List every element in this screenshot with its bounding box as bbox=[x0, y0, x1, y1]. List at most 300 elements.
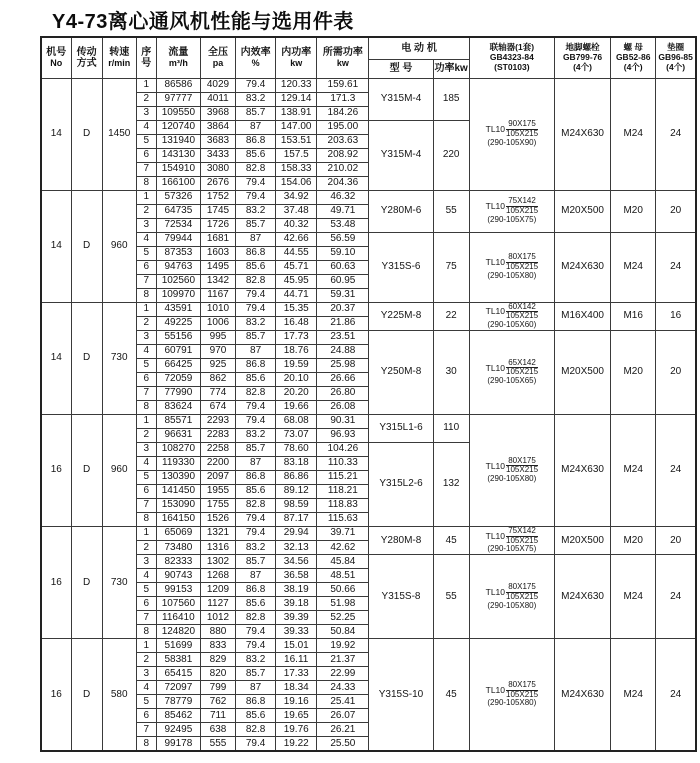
col-header-washer: 垫圈 GB96-85 (4个) bbox=[656, 37, 696, 78]
required-power-cell: 21.86 bbox=[317, 316, 369, 330]
required-power-cell: 20.37 bbox=[317, 302, 369, 316]
seq-cell: 3 bbox=[136, 106, 156, 120]
flow-cell: 60791 bbox=[156, 344, 200, 358]
motor-model-cell: Y225M-8 bbox=[369, 302, 433, 330]
motor-power-cell: 45 bbox=[433, 526, 469, 554]
motor-model-cell: Y315L2-6 bbox=[369, 442, 433, 526]
efficiency-cell: 85.7 bbox=[236, 218, 276, 232]
efficiency-cell: 86.8 bbox=[236, 583, 276, 597]
required-power-cell: 210.02 bbox=[317, 162, 369, 176]
col-header-drive-type: 传动 方式 bbox=[71, 37, 102, 78]
anchor-bolt-cell: M20X500 bbox=[554, 330, 610, 414]
col-header-motor-model: 型 号 bbox=[369, 59, 433, 78]
table-row bbox=[41, 190, 696, 204]
efficiency-cell: 79.4 bbox=[236, 625, 276, 639]
required-power-cell: 26.08 bbox=[317, 400, 369, 414]
required-power-cell: 25.50 bbox=[317, 737, 369, 751]
pressure-cell: 1526 bbox=[200, 512, 235, 526]
internal-power-cell: 34.56 bbox=[276, 555, 317, 569]
required-power-cell: 60.95 bbox=[317, 274, 369, 288]
drive-type-cell: D bbox=[71, 639, 102, 751]
internal-power-cell: 15.01 bbox=[276, 639, 317, 653]
col-header-flow: 流量 m³/h bbox=[156, 37, 200, 78]
pressure-cell: 1209 bbox=[200, 583, 235, 597]
efficiency-cell: 85.7 bbox=[236, 442, 276, 456]
nut-cell: M24 bbox=[611, 555, 656, 639]
efficiency-cell: 79.4 bbox=[236, 400, 276, 414]
required-power-cell: 23.51 bbox=[317, 330, 369, 344]
flow-cell: 154910 bbox=[156, 162, 200, 176]
flow-cell: 119330 bbox=[156, 456, 200, 470]
nut-cell: M20 bbox=[611, 190, 656, 232]
flow-cell: 87353 bbox=[156, 246, 200, 260]
efficiency-cell: 86.8 bbox=[236, 246, 276, 260]
coupling-cell: TL10 $\frac{80X175}{105X215}$ (290-105X80) bbox=[469, 414, 554, 526]
flow-cell: 66425 bbox=[156, 358, 200, 372]
internal-power-cell: 86.86 bbox=[276, 470, 317, 484]
flow-cell: 164150 bbox=[156, 512, 200, 526]
efficiency-cell: 87 bbox=[236, 681, 276, 695]
seq-cell: 3 bbox=[136, 218, 156, 232]
seq-cell: 8 bbox=[136, 288, 156, 302]
internal-power-cell: 158.33 bbox=[276, 162, 317, 176]
efficiency-cell: 79.4 bbox=[236, 190, 276, 204]
pressure-cell: 995 bbox=[200, 330, 235, 344]
internal-power-cell: 19.59 bbox=[276, 358, 317, 372]
motor-power-cell: 110 bbox=[433, 414, 469, 442]
seq-cell: 5 bbox=[136, 358, 156, 372]
table-row bbox=[41, 78, 696, 92]
internal-power-cell: 42.66 bbox=[276, 232, 317, 246]
washer-cell: 24 bbox=[656, 232, 696, 302]
seq-cell: 2 bbox=[136, 316, 156, 330]
efficiency-cell: 86.8 bbox=[236, 134, 276, 148]
pressure-cell: 1342 bbox=[200, 274, 235, 288]
internal-power-cell: 154.06 bbox=[276, 176, 317, 190]
efficiency-cell: 83.2 bbox=[236, 653, 276, 667]
efficiency-cell: 79.4 bbox=[236, 302, 276, 316]
required-power-cell: 39.71 bbox=[317, 526, 369, 540]
required-power-cell: 115.21 bbox=[317, 470, 369, 484]
seq-cell: 8 bbox=[136, 737, 156, 751]
pressure-cell: 711 bbox=[200, 709, 235, 723]
required-power-cell: 45.84 bbox=[317, 555, 369, 569]
nut-cell: M20 bbox=[611, 330, 656, 414]
seq-cell: 7 bbox=[136, 386, 156, 400]
internal-power-cell: 39.39 bbox=[276, 611, 317, 625]
required-power-cell: 46.32 bbox=[317, 190, 369, 204]
flow-cell: 109550 bbox=[156, 106, 200, 120]
internal-power-cell: 39.18 bbox=[276, 597, 317, 611]
col-header-seq: 序 号 bbox=[136, 37, 156, 78]
efficiency-cell: 83.2 bbox=[236, 92, 276, 106]
motor-model-cell: Y250M-8 bbox=[369, 330, 433, 414]
pressure-cell: 862 bbox=[200, 372, 235, 386]
internal-power-cell: 138.91 bbox=[276, 106, 317, 120]
anchor-bolt-cell: M24X630 bbox=[554, 78, 610, 190]
seq-cell: 1 bbox=[136, 414, 156, 428]
washer-cell: 24 bbox=[656, 78, 696, 190]
efficiency-cell: 86.8 bbox=[236, 358, 276, 372]
pressure-cell: 1167 bbox=[200, 288, 235, 302]
washer-cell: 24 bbox=[656, 414, 696, 526]
seq-cell: 1 bbox=[136, 639, 156, 653]
seq-cell: 1 bbox=[136, 78, 156, 92]
required-power-cell: 52.25 bbox=[317, 611, 369, 625]
motor-power-cell: 220 bbox=[433, 120, 469, 190]
speed-cell: 1450 bbox=[102, 78, 136, 190]
efficiency-cell: 85.6 bbox=[236, 148, 276, 162]
seq-cell: 5 bbox=[136, 470, 156, 484]
motor-model-cell: Y315S-6 bbox=[369, 232, 433, 302]
internal-power-cell: 20.10 bbox=[276, 372, 317, 386]
required-power-cell: 159.61 bbox=[317, 78, 369, 92]
motor-power-cell: 45 bbox=[433, 639, 469, 751]
seq-cell: 6 bbox=[136, 260, 156, 274]
pressure-cell: 2258 bbox=[200, 442, 235, 456]
flow-cell: 77990 bbox=[156, 386, 200, 400]
pressure-cell: 638 bbox=[200, 723, 235, 737]
coupling-cell: TL10 $\frac{60X142}{105X215}$ (290-105X60) bbox=[469, 302, 554, 330]
efficiency-cell: 85.6 bbox=[236, 597, 276, 611]
required-power-cell: 21.37 bbox=[317, 653, 369, 667]
pressure-cell: 3683 bbox=[200, 134, 235, 148]
internal-power-cell: 44.71 bbox=[276, 288, 317, 302]
pressure-cell: 674 bbox=[200, 400, 235, 414]
pressure-cell: 3080 bbox=[200, 162, 235, 176]
pressure-cell: 1752 bbox=[200, 190, 235, 204]
table-row bbox=[41, 414, 696, 428]
flow-cell: 51699 bbox=[156, 639, 200, 653]
internal-power-cell: 17.73 bbox=[276, 330, 317, 344]
machine-no-cell: 14 bbox=[41, 190, 71, 302]
flow-cell: 85571 bbox=[156, 414, 200, 428]
efficiency-cell: 83.2 bbox=[236, 541, 276, 555]
required-power-cell: 26.07 bbox=[317, 709, 369, 723]
required-power-cell: 59.31 bbox=[317, 288, 369, 302]
col-header-motor-power: 功率kw bbox=[433, 59, 469, 78]
seq-cell: 3 bbox=[136, 667, 156, 681]
pressure-cell: 925 bbox=[200, 358, 235, 372]
drive-type-cell: D bbox=[71, 414, 102, 526]
pressure-cell: 762 bbox=[200, 695, 235, 709]
internal-power-cell: 39.33 bbox=[276, 625, 317, 639]
seq-cell: 4 bbox=[136, 569, 156, 583]
pressure-cell: 1010 bbox=[200, 302, 235, 316]
seq-cell: 5 bbox=[136, 695, 156, 709]
flow-cell: 102560 bbox=[156, 274, 200, 288]
machine-no-cell: 14 bbox=[41, 302, 71, 414]
washer-cell: 24 bbox=[656, 555, 696, 639]
internal-power-cell: 78.60 bbox=[276, 442, 317, 456]
flow-cell: 78779 bbox=[156, 695, 200, 709]
col-header-motor-group: 电 动 机 bbox=[369, 37, 469, 59]
seq-cell: 7 bbox=[136, 611, 156, 625]
flow-cell: 166100 bbox=[156, 176, 200, 190]
pressure-cell: 4029 bbox=[200, 78, 235, 92]
required-power-cell: 48.51 bbox=[317, 569, 369, 583]
required-power-cell: 118.21 bbox=[317, 484, 369, 498]
flow-cell: 72059 bbox=[156, 372, 200, 386]
drive-type-cell: D bbox=[71, 526, 102, 638]
seq-cell: 7 bbox=[136, 162, 156, 176]
seq-cell: 3 bbox=[136, 330, 156, 344]
seq-cell: 2 bbox=[136, 541, 156, 555]
required-power-cell: 26.21 bbox=[317, 723, 369, 737]
pressure-cell: 1268 bbox=[200, 569, 235, 583]
pressure-cell: 2097 bbox=[200, 470, 235, 484]
col-header-internal-power: 内功率 kw bbox=[276, 37, 317, 78]
coupling-cell: TL10 $\frac{90X175}{105X215}$ (290-105X90) bbox=[469, 78, 554, 190]
motor-power-cell: 22 bbox=[433, 302, 469, 330]
internal-power-cell: 18.76 bbox=[276, 344, 317, 358]
seq-cell: 7 bbox=[136, 498, 156, 512]
required-power-cell: 104.26 bbox=[317, 442, 369, 456]
flow-cell: 107560 bbox=[156, 597, 200, 611]
pressure-cell: 880 bbox=[200, 625, 235, 639]
motor-power-cell: 132 bbox=[433, 442, 469, 526]
seq-cell: 1 bbox=[136, 190, 156, 204]
seq-cell: 1 bbox=[136, 526, 156, 540]
efficiency-cell: 85.7 bbox=[236, 330, 276, 344]
motor-model-cell: Y315L1-6 bbox=[369, 414, 433, 442]
flow-cell: 90743 bbox=[156, 569, 200, 583]
seq-cell: 6 bbox=[136, 148, 156, 162]
internal-power-cell: 68.08 bbox=[276, 414, 317, 428]
flow-cell: 65415 bbox=[156, 667, 200, 681]
drive-type-cell: D bbox=[71, 78, 102, 190]
efficiency-cell: 79.4 bbox=[236, 639, 276, 653]
required-power-cell: 24.88 bbox=[317, 344, 369, 358]
washer-cell: 20 bbox=[656, 330, 696, 414]
efficiency-cell: 82.8 bbox=[236, 386, 276, 400]
motor-power-cell: 55 bbox=[433, 190, 469, 232]
nut-cell: M24 bbox=[611, 232, 656, 302]
pressure-cell: 833 bbox=[200, 639, 235, 653]
required-power-cell: 118.83 bbox=[317, 498, 369, 512]
pressure-cell: 2293 bbox=[200, 414, 235, 428]
efficiency-cell: 86.8 bbox=[236, 695, 276, 709]
required-power-cell: 208.92 bbox=[317, 148, 369, 162]
efficiency-cell: 82.8 bbox=[236, 498, 276, 512]
motor-power-cell: 185 bbox=[433, 78, 469, 120]
seq-cell: 8 bbox=[136, 176, 156, 190]
internal-power-cell: 16.48 bbox=[276, 316, 317, 330]
required-power-cell: 24.33 bbox=[317, 681, 369, 695]
flow-cell: 97777 bbox=[156, 92, 200, 106]
flow-cell: 85462 bbox=[156, 709, 200, 723]
seq-cell: 2 bbox=[136, 428, 156, 442]
nut-cell: M16 bbox=[611, 302, 656, 330]
anchor-bolt-cell: M24X630 bbox=[554, 232, 610, 302]
internal-power-cell: 34.92 bbox=[276, 190, 317, 204]
pressure-cell: 1127 bbox=[200, 597, 235, 611]
seq-cell: 6 bbox=[136, 597, 156, 611]
pressure-cell: 4011 bbox=[200, 92, 235, 106]
seq-cell: 6 bbox=[136, 484, 156, 498]
pressure-cell: 1955 bbox=[200, 484, 235, 498]
required-power-cell: 195.00 bbox=[317, 120, 369, 134]
flow-cell: 79944 bbox=[156, 232, 200, 246]
required-power-cell: 26.80 bbox=[317, 386, 369, 400]
efficiency-cell: 85.7 bbox=[236, 555, 276, 569]
efficiency-cell: 83.2 bbox=[236, 428, 276, 442]
efficiency-cell: 83.2 bbox=[236, 204, 276, 218]
coupling-cell: TL10 $\frac{80X175}{105X215}$ (290-105X80) bbox=[469, 639, 554, 751]
efficiency-cell: 87 bbox=[236, 344, 276, 358]
efficiency-cell: 85.6 bbox=[236, 372, 276, 386]
seq-cell: 5 bbox=[136, 134, 156, 148]
efficiency-cell: 85.7 bbox=[236, 667, 276, 681]
pressure-cell: 970 bbox=[200, 344, 235, 358]
anchor-bolt-cell: M20X500 bbox=[554, 190, 610, 232]
flow-cell: 82333 bbox=[156, 555, 200, 569]
seq-cell: 8 bbox=[136, 400, 156, 414]
flow-cell: 116410 bbox=[156, 611, 200, 625]
washer-cell: 20 bbox=[656, 190, 696, 232]
motor-power-cell: 55 bbox=[433, 555, 469, 639]
flow-cell: 55156 bbox=[156, 330, 200, 344]
required-power-cell: 51.98 bbox=[317, 597, 369, 611]
pressure-cell: 2200 bbox=[200, 456, 235, 470]
pressure-cell: 1495 bbox=[200, 260, 235, 274]
pressure-cell: 1302 bbox=[200, 555, 235, 569]
pressure-cell: 3968 bbox=[200, 106, 235, 120]
seq-cell: 4 bbox=[136, 120, 156, 134]
required-power-cell: 25.41 bbox=[317, 695, 369, 709]
seq-cell: 1 bbox=[136, 302, 156, 316]
internal-power-cell: 19.66 bbox=[276, 400, 317, 414]
nut-cell: M24 bbox=[611, 78, 656, 190]
pressure-cell: 1726 bbox=[200, 218, 235, 232]
col-header-pressure: 全压 pa bbox=[200, 37, 235, 78]
pressure-cell: 1321 bbox=[200, 526, 235, 540]
internal-power-cell: 19.22 bbox=[276, 737, 317, 751]
coupling-cell: TL10 $\frac{80X175}{105X215}$ (290-105X80) bbox=[469, 232, 554, 302]
flow-cell: 153090 bbox=[156, 498, 200, 512]
internal-power-cell: 153.51 bbox=[276, 134, 317, 148]
efficiency-cell: 87 bbox=[236, 569, 276, 583]
flow-cell: 92495 bbox=[156, 723, 200, 737]
flow-cell: 57326 bbox=[156, 190, 200, 204]
internal-power-cell: 29.94 bbox=[276, 526, 317, 540]
flow-cell: 49225 bbox=[156, 316, 200, 330]
internal-power-cell: 147.00 bbox=[276, 120, 317, 134]
flow-cell: 94763 bbox=[156, 260, 200, 274]
seq-cell: 4 bbox=[136, 344, 156, 358]
pressure-cell: 1012 bbox=[200, 611, 235, 625]
flow-cell: 73480 bbox=[156, 541, 200, 555]
internal-power-cell: 73.07 bbox=[276, 428, 317, 442]
flow-cell: 143130 bbox=[156, 148, 200, 162]
seq-cell: 2 bbox=[136, 204, 156, 218]
internal-power-cell: 38.19 bbox=[276, 583, 317, 597]
washer-cell: 20 bbox=[656, 526, 696, 554]
motor-model-cell: Y280M-8 bbox=[369, 526, 433, 554]
flow-cell: 120740 bbox=[156, 120, 200, 134]
anchor-bolt-cell: M16X400 bbox=[554, 302, 610, 330]
seq-cell: 4 bbox=[136, 232, 156, 246]
internal-power-cell: 98.59 bbox=[276, 498, 317, 512]
seq-cell: 3 bbox=[136, 555, 156, 569]
efficiency-cell: 85.6 bbox=[236, 709, 276, 723]
efficiency-cell: 87 bbox=[236, 120, 276, 134]
efficiency-cell: 79.4 bbox=[236, 78, 276, 92]
flow-cell: 83624 bbox=[156, 400, 200, 414]
speed-cell: 730 bbox=[102, 526, 136, 638]
internal-power-cell: 129.14 bbox=[276, 92, 317, 106]
pressure-cell: 829 bbox=[200, 653, 235, 667]
pressure-cell: 1006 bbox=[200, 316, 235, 330]
seq-cell: 2 bbox=[136, 653, 156, 667]
col-header-anchor-bolt: 地脚螺栓 GB799-76 (4个) bbox=[554, 37, 610, 78]
required-power-cell: 56.59 bbox=[317, 232, 369, 246]
flow-cell: 108270 bbox=[156, 442, 200, 456]
required-power-cell: 203.63 bbox=[317, 134, 369, 148]
pressure-cell: 2283 bbox=[200, 428, 235, 442]
efficiency-cell: 82.8 bbox=[236, 162, 276, 176]
required-power-cell: 25.98 bbox=[317, 358, 369, 372]
drive-type-cell: D bbox=[71, 190, 102, 302]
required-power-cell: 53.48 bbox=[317, 218, 369, 232]
required-power-cell: 115.63 bbox=[317, 512, 369, 526]
flow-cell: 72534 bbox=[156, 218, 200, 232]
col-header-speed: 转速 r/min bbox=[102, 37, 136, 78]
required-power-cell: 50.84 bbox=[317, 625, 369, 639]
motor-model-cell: Y315M-4 bbox=[369, 78, 433, 120]
seq-cell: 7 bbox=[136, 723, 156, 737]
anchor-bolt-cell: M24X630 bbox=[554, 639, 610, 751]
efficiency-cell: 82.8 bbox=[236, 274, 276, 288]
nut-cell: M24 bbox=[611, 639, 656, 751]
internal-power-cell: 120.33 bbox=[276, 78, 317, 92]
efficiency-cell: 79.4 bbox=[236, 737, 276, 751]
internal-power-cell: 19.65 bbox=[276, 709, 317, 723]
efficiency-cell: 87 bbox=[236, 456, 276, 470]
pressure-cell: 820 bbox=[200, 667, 235, 681]
internal-power-cell: 45.71 bbox=[276, 260, 317, 274]
seq-cell: 5 bbox=[136, 583, 156, 597]
table-row bbox=[41, 330, 696, 344]
motor-model-cell: Y280M-6 bbox=[369, 190, 433, 232]
nut-cell: M20 bbox=[611, 526, 656, 554]
table-body bbox=[41, 78, 696, 751]
flow-cell: 43591 bbox=[156, 302, 200, 316]
efficiency-cell: 79.4 bbox=[236, 176, 276, 190]
col-header-efficiency: 内效率 % bbox=[236, 37, 276, 78]
efficiency-cell: 82.8 bbox=[236, 611, 276, 625]
flow-cell: 65069 bbox=[156, 526, 200, 540]
table-row bbox=[41, 232, 696, 246]
internal-power-cell: 17.33 bbox=[276, 667, 317, 681]
washer-cell: 24 bbox=[656, 639, 696, 751]
pressure-cell: 1316 bbox=[200, 541, 235, 555]
motor-model-cell: Y315S-10 bbox=[369, 639, 433, 751]
coupling-cell: TL10 $\frac{75X142}{105X215}$ (290-105X75) bbox=[469, 190, 554, 232]
internal-power-cell: 15.35 bbox=[276, 302, 317, 316]
seq-cell: 7 bbox=[136, 274, 156, 288]
efficiency-cell: 79.4 bbox=[236, 512, 276, 526]
efficiency-cell: 82.8 bbox=[236, 723, 276, 737]
internal-power-cell: 19.16 bbox=[276, 695, 317, 709]
efficiency-cell: 85.7 bbox=[236, 106, 276, 120]
internal-power-cell: 89.12 bbox=[276, 484, 317, 498]
drive-type-cell: D bbox=[71, 302, 102, 414]
flow-cell: 131940 bbox=[156, 134, 200, 148]
seq-cell: 6 bbox=[136, 709, 156, 723]
efficiency-cell: 79.4 bbox=[236, 414, 276, 428]
internal-power-cell: 37.48 bbox=[276, 204, 317, 218]
